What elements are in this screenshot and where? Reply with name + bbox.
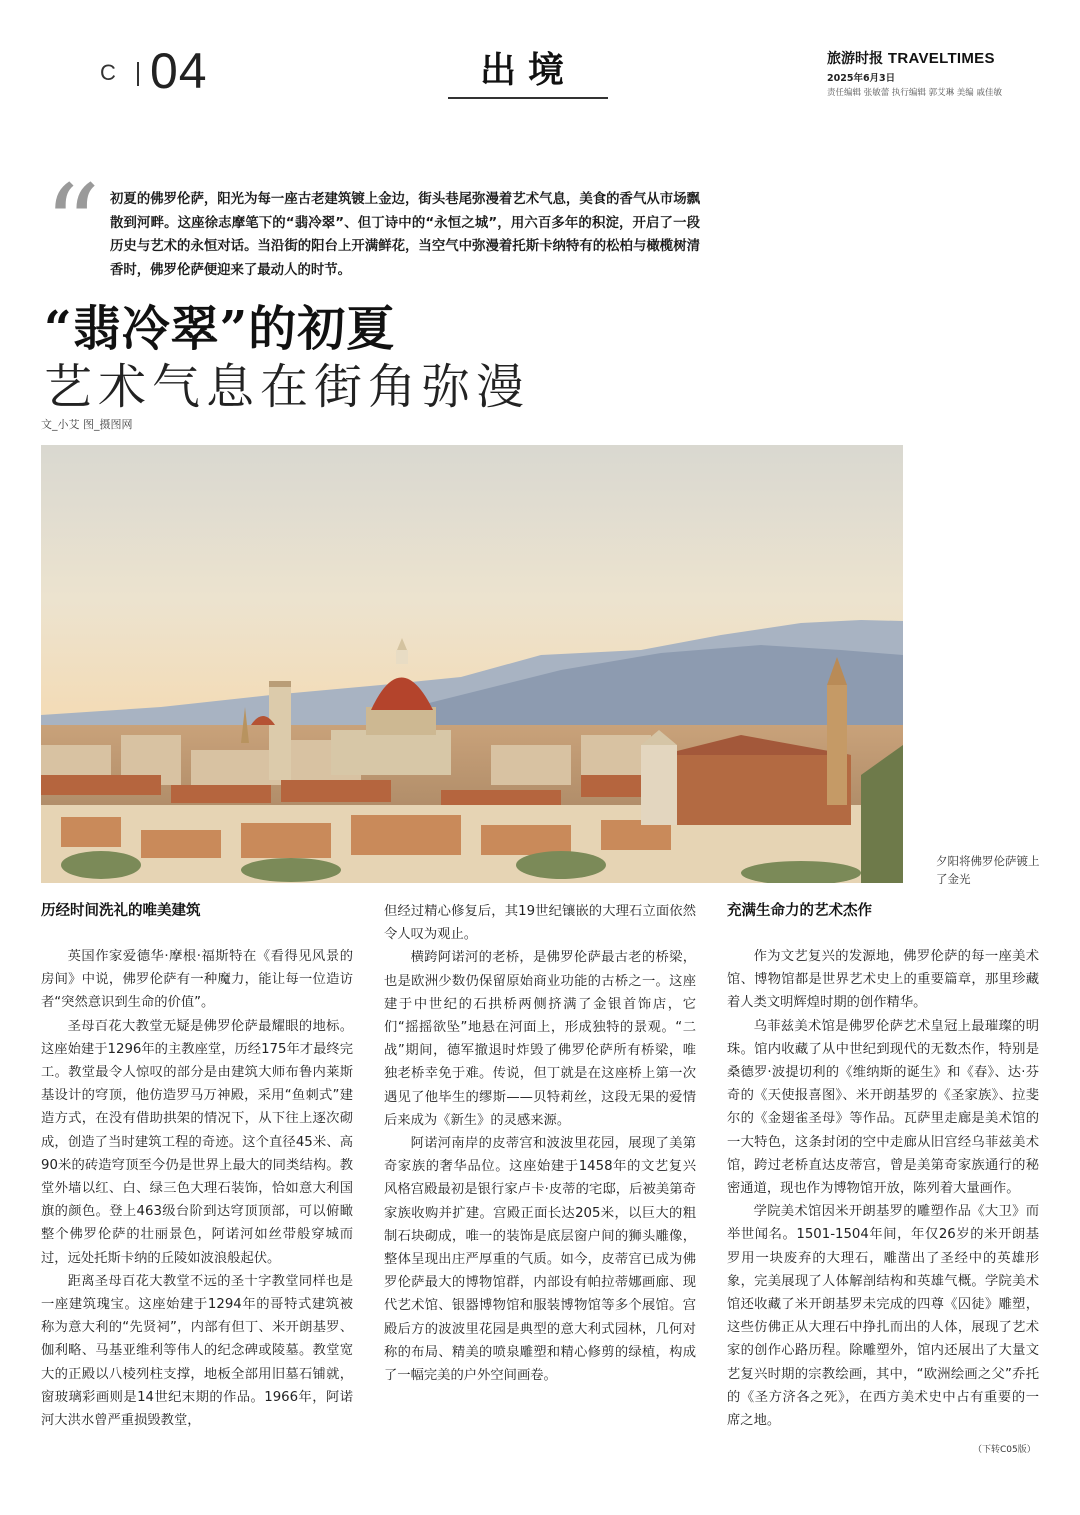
section-title-underline <box>448 97 608 99</box>
publication-date: 2025年6月3日 <box>827 73 896 84</box>
florence-skyline-photo <box>41 445 903 883</box>
paragraph: 英国作家爱德华·摩根·福斯特在《看得见风景的房间》中说，佛罗伦萨有一种魔力，能让每一位造访者“突然意识到生命的价值”。 <box>41 949 353 1011</box>
paragraph: 学院美术馆因米开朗基罗的雕塑作品《大卫》而举世闻名。1501-1504年间，年仅26岁的米开朗基罗用一块废弃的大理石，雕凿出了圣经中的英雄形象，完美展现了人体解剖结构和英雄气概。学院美术馆还收藏了米开朗基罗未完成的四尊《囚徒》雕塑，这些仿佛正从大理石中挣扎而出的人体，展现了艺术家的创作心路历程。除雕塑外，馆内还展出了大量文艺复兴时期的宗教绘画，其中，“欧洲绘画之父”乔托的《圣方济各之死》，在西方美术史中占有重要的一席之地。 <box>727 1204 1039 1429</box>
editor-credits: 责任编辑 张敏蕾 执行编辑 郭艾琳 美编 戚佳敏 <box>827 88 1003 98</box>
section-letter: C <box>100 60 118 85</box>
page-number: 04 <box>150 43 208 99</box>
headline: “翡冷翠”的初夏 <box>44 301 396 357</box>
paragraph: 圣母百花大教堂无疑是佛罗伦萨最耀眼的地标。这座始建于1296年的主教座堂，历经175年才最终完工。教堂最令人惊叹的部分是由建筑大师布鲁内莱斯基设计的穹顶，他仿造罗马万神殿，采用“鱼刺式”建造方式，在没有借助拱架的情况下，从下往上逐次砌成，创造了当时建筑工程的奇迹。这个直径45米、高90米的砖造穹顶至今仍是世界上最大的同类结构。教堂外墙以红、白、绿三色大理石装饰，恰如意大利国旗的颜色。登上463级台阶到达穹顶顶部，可以俯瞰整个佛罗伦萨的壮丽景色，阿诺河如丝带般穿城而过，远处托斯卡纳的丘陵如波浪般起伏。 <box>41 1018 353 1266</box>
paragraph: 乌菲兹美术馆是佛罗伦萨艺术皇冠上最璀璨的明珠。馆内收藏了从中世纪到现代的无数杰作，特别是桑德罗·波提切利的《维纳斯的诞生》和《春》、达·芬奇的《天使报喜图》、米开朗基罗的《圣家族》、拉斐尔的《金翅雀圣母》等作品。瓦萨里走廊是美术馆的一大特色，这条封闭的空中走廊从旧宫经乌菲兹美术馆，跨过老桥直达皮蒂宫，曾是美第奇家族通行的秘密通道，现也作为博物馆开放，陈列着大量画作。 <box>727 1018 1039 1197</box>
article-column-3 <box>727 900 1039 1432</box>
byline: 文_小艾 图_摄图网 <box>41 418 133 431</box>
subheadline: 艺术气息在街角弥漫 <box>44 359 531 415</box>
masthead <box>827 48 995 68</box>
paragraph: 距离圣母百花大教堂不远的圣十字教堂同样也是一座建筑瑰宝。这座始建于1294年的哥特式建筑被称为意大利的“先贤祠”，内部有但丁、米开朗基罗、伽利略、马基亚维利等伟人的纪念碑或陵墓。教堂宽大的正殿以八棱列柱支撑，地板全部用旧墓石铺就，窗玻璃彩画则是14世纪末期的作品。1966年，阿诺河大洪水曾严重损毁教堂， <box>41 1273 353 1429</box>
paragraph-continued: 但经过精心修复后，其19世纪镶嵌的大理石立面依然令人叹为观止。 <box>384 904 696 943</box>
masthead-en: TRAVELTIMES <box>887 50 995 67</box>
section-title: 出境 <box>479 50 576 91</box>
quote-mark-icon: “ <box>44 161 101 289</box>
continued-on-page-note: （下转C05版） <box>973 1445 1036 1455</box>
masthead-cn: 旅游时报 <box>827 51 883 67</box>
article-column-2 <box>384 900 696 1387</box>
section-heading-art: 充满生命力的艺术杰作 <box>727 903 872 919</box>
article-column-1 <box>41 900 353 1432</box>
paragraph: 阿诺河南岸的皮蒂宫和波波里花园，展现了美第奇家族的奢华品位。这座始建于1458年的文艺复兴风格宫殿最初是银行家卢卡·皮蒂的宅邸，后被美第奇家族收购并扩建。宫殿正面长达205米，以巨大的粗制石块砌成，唯一的装饰是底层窗户间的狮头雕像，整体呈现出庄严厚重的气质。如今，皮蒂宫已成为佛罗伦萨最大的博物馆群，内部设有帕拉蒂娜画廊、现代艺术馆、银器博物馆和服装博物馆等多个展馆。宫殿后方的波波里花园是典型的意大利式园林，几何对称的布局、精美的喷泉雕塑和精心修剪的绿植，构成了一幅完美的户外空间画卷。 <box>384 1136 696 1384</box>
intro-paragraph: 初夏的佛罗伦萨，阳光为每一座古老建筑镀上金边，街头巷尾弥漫着艺术气息，美食的香气从市场飘散到河畔。这座徐志摩笔下的“翡冷翠”、但丁诗中的“永恒之城”，用六百多年的积淀，开启了一段历史与艺术的永恒对话。当沿街的阳台上开满鲜花，当空气中弥漫着托斯卡纳特有的松柏与橄榄树清香时，佛罗伦萨便迎来了最动人的时节。 <box>110 192 700 278</box>
photo-caption: 夕阳将佛罗伦萨镀上了金光 <box>936 854 1040 886</box>
header-divider <box>137 62 139 86</box>
section-heading-architecture: 历经时间洗礼的唯美建筑 <box>41 903 201 919</box>
paragraph: 横跨阿诺河的老桥，是佛罗伦萨最古老的桥梁，也是欧洲少数仍保留原始商业功能的古桥之一。这座建于中世纪的石拱桥两侧挤满了金银首饰店，它们“摇摇欲坠”地悬在河面上，形成独特的景观。“二战”期间，德军撤退时炸毁了佛罗伦萨所有桥梁，唯独老桥幸免于难。传说，但丁就是在这座桥上第一次遇见了他毕生的缪斯——贝特莉丝，这段无果的爱情后来成为《新生》的灵感来源。 <box>384 950 696 1128</box>
paragraph: 作为文艺复兴的发源地，佛罗伦萨的每一座美术馆、博物馆都是世界艺术史上的重要篇章，那里珍藏着人类文明辉煌时期的创作精华。 <box>727 949 1039 1011</box>
